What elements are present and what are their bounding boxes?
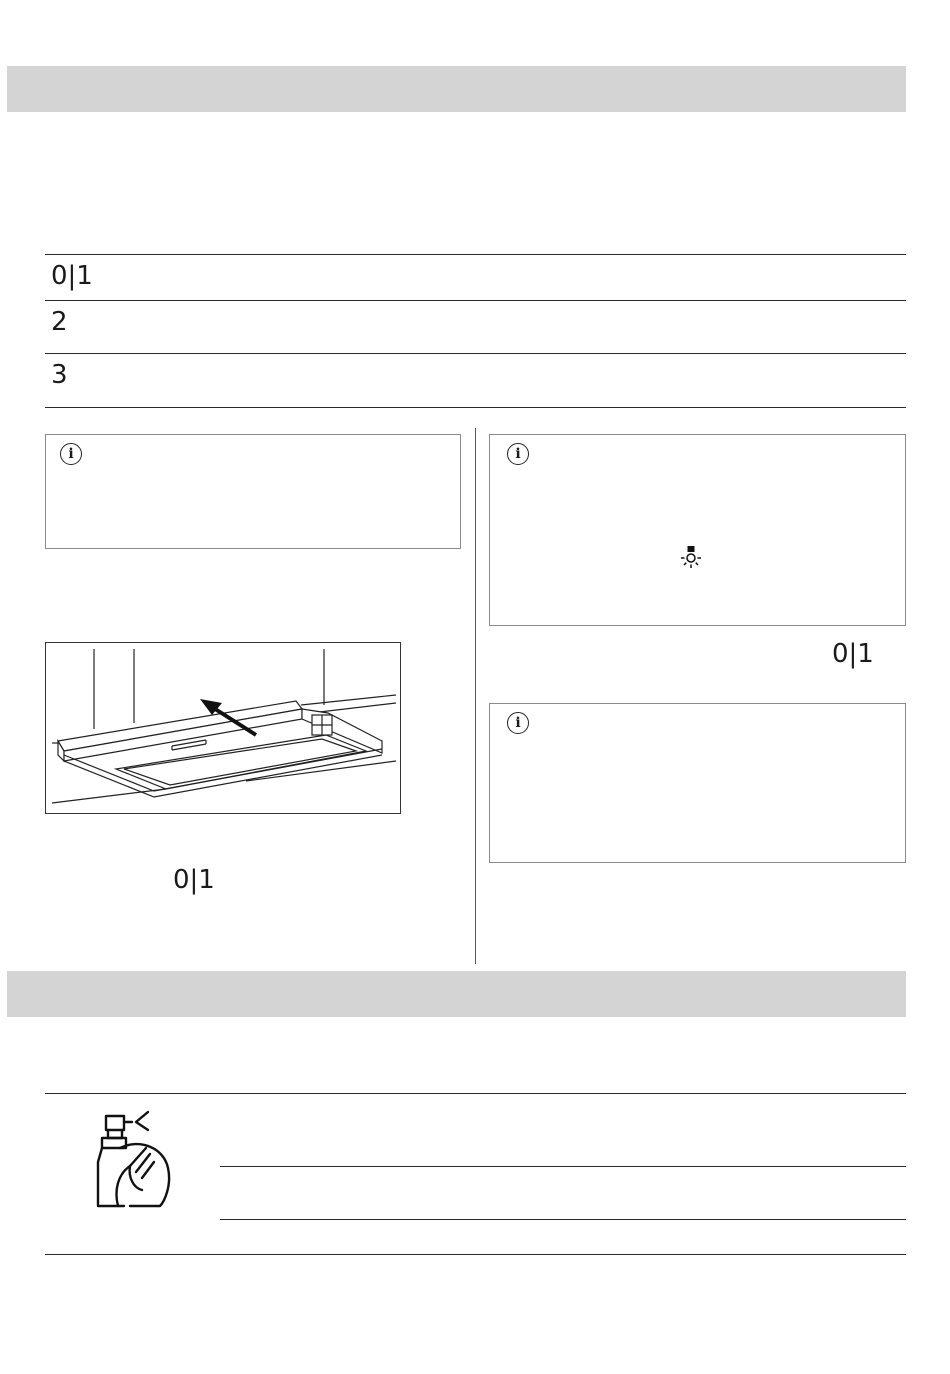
info-note-box <box>45 434 461 549</box>
on-off-symbol: 0|1 <box>173 865 215 895</box>
speed-2-symbol: 2 <box>51 307 68 337</box>
table-rule <box>45 407 906 408</box>
table-rule <box>45 254 906 255</box>
info-note-box <box>489 703 906 863</box>
info-icon: i <box>507 443 529 465</box>
column-divider <box>475 428 476 964</box>
hood-drawer-drawing <box>46 643 401 814</box>
info-note-box <box>489 434 906 626</box>
table-rule <box>220 1166 906 1167</box>
on-off-symbol: 0|1 <box>832 639 874 669</box>
info-icon: i <box>60 443 82 465</box>
spray-bottle-cloth-icon <box>90 1108 170 1208</box>
hood-illustration <box>45 642 401 814</box>
table-rule <box>45 1254 906 1255</box>
table-rule <box>45 353 906 354</box>
section-header-band <box>7 66 906 112</box>
speed-3-symbol: 3 <box>51 360 68 390</box>
info-icon: i <box>507 712 529 734</box>
table-rule <box>45 300 906 301</box>
table-rule <box>45 1093 906 1094</box>
section-header-band <box>7 971 906 1017</box>
lamp-icon <box>679 546 703 570</box>
table-rule <box>220 1219 906 1220</box>
on-off-symbol: 0|1 <box>51 261 93 291</box>
